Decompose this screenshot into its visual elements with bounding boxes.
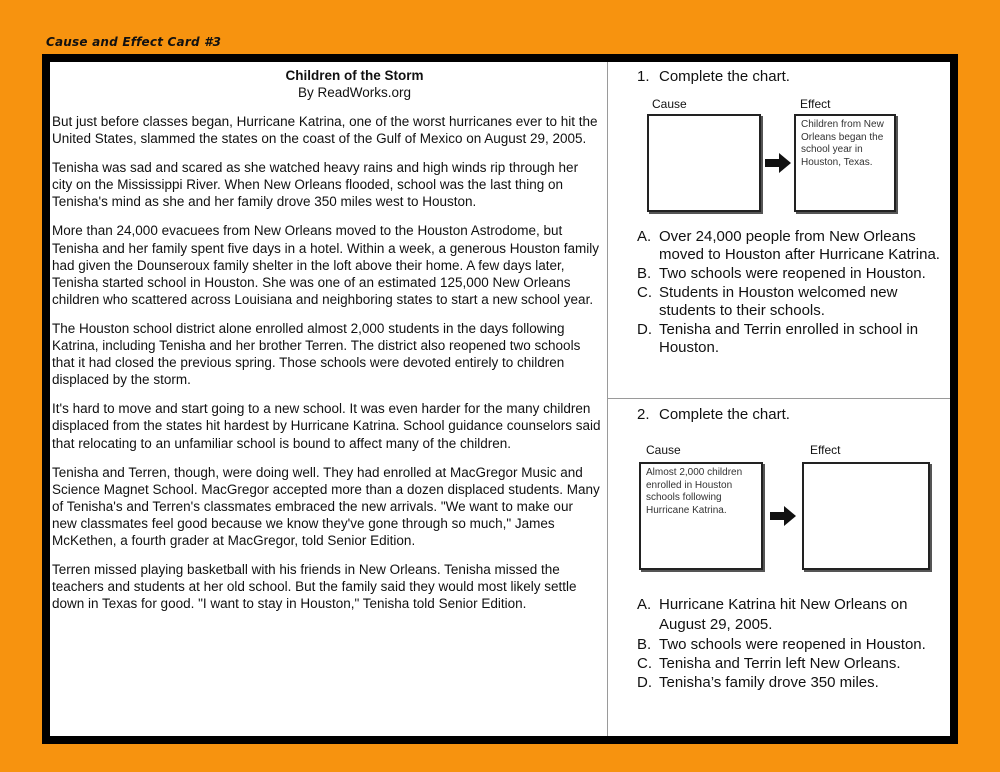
- question-number: 1.: [637, 68, 650, 85]
- question-1: [608, 62, 950, 399]
- answer-option-c[interactable]: C. Tenisha and Terrin left New Orleans.: [637, 655, 901, 672]
- questions-column: [608, 62, 950, 736]
- effect-box-text: Children from New Orleans began the school year in Houston, Texas.: [801, 119, 884, 168]
- effect-box[interactable]: [802, 462, 930, 570]
- cause-box-text: Almost 2,000 children enrolled in Houston schools following Hurricane Katrina.: [646, 467, 743, 516]
- cause-box: [639, 462, 763, 570]
- cause-label: Cause: [646, 443, 681, 457]
- story-paragraph: Tenisha was sad and scared as she watched heavy rains and high winds rip through her city on the Mississippi River. When New Orleans flooded, school was the last thing on Tenisha's mind as she and her family drove 350 miles west to Houston.: [52, 160, 579, 210]
- story-paragraph: More than 24,000 evacuees from New Orleans moved to the Houston Astrodome, but Tenisha and her family spent five days in a hotel. Within a week, a generous Houston family had given the Dounseroux family shelter in the loft above their home. A few days later, Tenisha started school in Houston. She was one of an estimated 125,000 New Orleans children who scattered across Louisiana and neighboring states to start a new school year.: [52, 223, 600, 307]
- answer-option-a[interactable]: A. Hurricane Katrina hit New Orleans on August 29, 2005.: [637, 596, 908, 633]
- answer-options: [637, 595, 947, 693]
- effect-label: Effect: [810, 443, 841, 457]
- card-label: Cause and Effect Card #3: [46, 35, 222, 49]
- answer-options: [637, 228, 947, 358]
- effect-box-text: [804, 464, 928, 470]
- effect-box: [794, 114, 896, 212]
- question-text: Complete the chart.: [659, 68, 790, 85]
- question-2: [608, 399, 950, 736]
- story-paragraph: Tenisha and Terren, though, were doing well. They had enrolled at MacGregor Music and Science Magnet School. MacGregor accepted more than a dozen displaced students. Many of Tenisha's and Terren's classmates embraced the new arrivals. "We want to make our new classmates feel good because we know they've gone through so much," James McKethen, a fourth grader at MacGregor, told Senior Edition.: [52, 464, 600, 548]
- story-title: Children of the Storm: [285, 68, 424, 83]
- story-paragraph: But just before classes began, Hurricane Katrina, one of the worst hurricanes ever to hit the United States, slammed the states on the coast of the Gulf of Mexico on August 29, 2005.: [52, 114, 598, 147]
- worksheet-card: [42, 54, 958, 744]
- arrow-right-icon: [765, 153, 791, 173]
- worksheet-panel: [50, 62, 950, 736]
- cause-box-text: [649, 116, 759, 122]
- cause-box[interactable]: [647, 114, 761, 212]
- cause-label: Cause: [652, 97, 687, 111]
- answer-option-a[interactable]: A. Over 24,000 people from New Orleans moved to Houston after Hurricane Katrina.: [637, 228, 940, 263]
- story-paragraph: The Houston school district alone enrolled almost 2,000 students in the days following Katrina, including Tenisha and her brother Terren. The district also reopened two schools that it had closed the previous spring. Those schools were devoted entirely to children displaced by the storm.: [52, 320, 581, 388]
- story-paragraph: It's hard to move and start going to a new school. It was even harder for the many children displaced from the states hit hardest by Hurricane Katrina. School guidance counselors said that relocating to an unfamiliar school is bound to affect many of the children.: [52, 401, 601, 451]
- answer-option-b[interactable]: B. Two schools were reopened in Houston.: [637, 265, 926, 282]
- question-number: 2.: [637, 406, 650, 423]
- question-text: Complete the chart.: [659, 406, 790, 423]
- answer-option-d[interactable]: D. Tenisha and Terrin enrolled in school in Houston.: [637, 321, 919, 356]
- question-prompt: [637, 406, 790, 423]
- answer-option-c[interactable]: C. Students in Houston welcomed new students to their schools.: [637, 284, 898, 319]
- answer-option-b[interactable]: B. Two schools were reopened in Houston.: [637, 636, 926, 653]
- reading-passage: [50, 62, 608, 736]
- answer-option-d[interactable]: D. Tenisha’s family drove 350 miles.: [637, 674, 879, 691]
- story-paragraph: Terren missed playing basketball with his friends in New Orleans. Tenisha missed the teachers and students at her old school. But the family said they would most likely settle down in Texas for good. "I want to stay in Houston," Tenisha told Senior Edition.: [52, 562, 577, 612]
- question-prompt: [637, 68, 790, 85]
- arrow-right-icon: [770, 506, 796, 526]
- effect-label: Effect: [800, 97, 831, 111]
- story-byline: By ReadWorks.org: [297, 85, 412, 100]
